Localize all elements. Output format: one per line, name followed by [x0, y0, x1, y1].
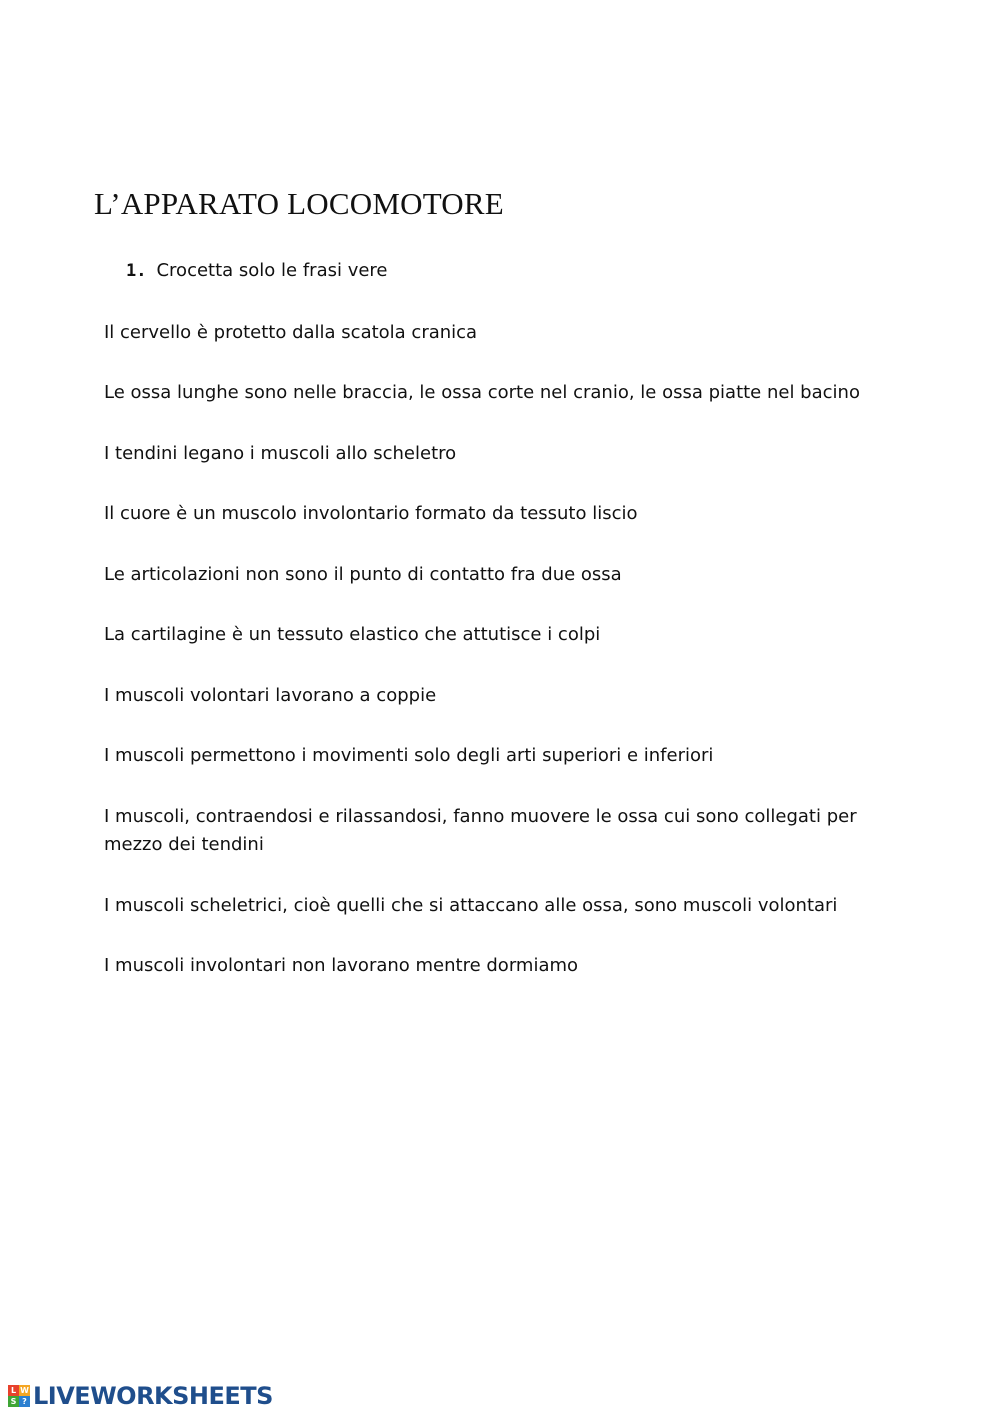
- statement-item[interactable]: I tendini legano i muscoli allo scheletro: [104, 443, 457, 464]
- exercise-instruction: [126, 260, 388, 281]
- statement-item[interactable]: Il cervello è protetto dalla scatola cranica: [104, 322, 478, 343]
- statement-item[interactable]: I muscoli, contraendosi e rilassandosi, fanno muovere le ossa cui sono collegati per mezzo dei tendini: [104, 806, 857, 855]
- logo-tile: S: [8, 1396, 19, 1407]
- page-title: L’APPARATO LOCOMOTORE: [94, 186, 504, 221]
- statement-item[interactable]: I muscoli scheletrici, cioè quelli che si attaccano alle ossa, sono muscoli volontari: [104, 895, 838, 916]
- statement-item[interactable]: Le ossa lunghe sono nelle braccia, le ossa corte nel cranio, le ossa piatte nel bacino: [104, 382, 860, 403]
- statement-item[interactable]: Il cuore è un muscolo involontario formato da tessuto liscio: [104, 503, 638, 524]
- liveworksheets-logo-icon: [8, 1385, 30, 1407]
- statement-item[interactable]: I muscoli involontari non lavorano mentre dormiamo: [104, 955, 579, 976]
- logo-tile: W: [20, 1386, 29, 1395]
- brand-text: LIVEWORKSHEETS: [33, 1382, 273, 1410]
- logo-tile: L: [8, 1385, 19, 1396]
- statement-item[interactable]: La cartilagine è un tessuto elastico che attutisce i colpi: [104, 624, 601, 645]
- statement-item[interactable]: Le articolazioni non sono il punto di contatto fra due ossa: [104, 564, 622, 585]
- footer-logo: [8, 1381, 273, 1411]
- statement-item[interactable]: I muscoli permettono i movimenti solo degli arti superiori e inferiori: [104, 745, 714, 766]
- statement-item[interactable]: I muscoli volontari lavorano a coppie: [104, 685, 437, 706]
- logo-tile: ?: [19, 1396, 30, 1407]
- exercise-instruction-text: Crocetta solo le frasi vere: [156, 260, 388, 281]
- exercise-number: 1.: [126, 261, 147, 281]
